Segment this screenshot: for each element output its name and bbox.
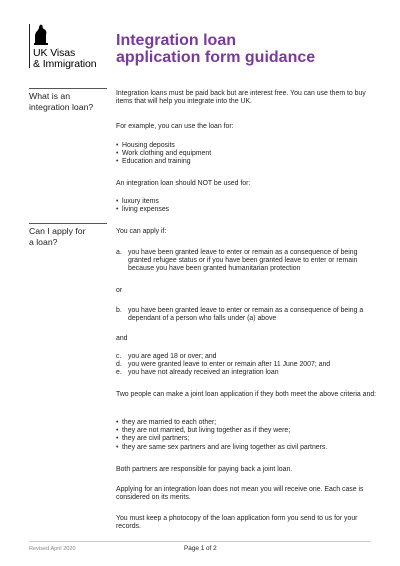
royal-crest-icon xyxy=(32,22,50,46)
not-uses-list xyxy=(116,198,169,214)
criteria-item xyxy=(116,353,330,361)
list-item: • Housing deposits xyxy=(116,142,211,150)
footer-divider xyxy=(29,541,371,542)
title-line-1: Integration loan xyxy=(116,32,236,49)
section-divider xyxy=(29,223,107,224)
criteria-a xyxy=(116,249,378,274)
joint-lead: Two people can make a joint loan application if they both meet the above criteria and: xyxy=(116,391,377,398)
photocopy-paragraph: You must keep a photocopy of the loan application form you send to us for your records. xyxy=(116,515,358,531)
logo-divider-line xyxy=(29,24,30,68)
heading-line: a loan? xyxy=(29,236,58,247)
example-lead: For example, you can use the loan for: xyxy=(116,123,234,130)
item-text: you have not already received an integration loan xyxy=(128,369,279,377)
heading-line: integration loan? xyxy=(29,101,94,112)
intro-paragraph: Integration loans must be paid back but are interest free. You can use them to buy items that will help you integrate into the UK. xyxy=(116,90,366,106)
section-divider xyxy=(29,88,107,89)
criteria-item xyxy=(116,361,330,369)
joint-criteria-list xyxy=(116,419,327,452)
and-text: and xyxy=(116,335,128,342)
section-heading-what xyxy=(29,91,113,112)
revised-date: Revised April 2020 xyxy=(29,546,76,552)
section-heading-apply xyxy=(29,226,113,247)
item-label: d. xyxy=(116,361,122,369)
criteria-item xyxy=(116,249,378,274)
item-label: b. xyxy=(116,307,122,314)
item-label: e. xyxy=(116,369,122,377)
criteria-item xyxy=(116,307,378,323)
apply-lead: You can apply if: xyxy=(116,228,167,235)
item-text: you were granted leave to enter or remain after 11 June 2007; and xyxy=(128,361,331,369)
list-item: • they are same sex partners and are living together as civil partners. xyxy=(116,444,327,452)
criteria-b xyxy=(116,307,378,323)
or-text: or xyxy=(116,287,123,294)
document-title xyxy=(116,32,386,66)
page-number: Page 1 of 2 xyxy=(184,545,217,552)
list-item: • luxury items xyxy=(116,198,169,206)
logo-text xyxy=(33,48,96,70)
uses-list xyxy=(116,142,211,167)
criteria-item xyxy=(116,369,330,377)
list-item: • Education and training xyxy=(116,158,211,166)
item-text: you have been granted leave to enter or remain as a consequence of being granted refugee status or if you have been granted leave to enter or remain because you have been granted humanitarian protection xyxy=(128,249,358,273)
title-line-2: application form guidance xyxy=(116,49,316,66)
criteria-cde xyxy=(116,353,330,378)
list-item: • they are civil partners; xyxy=(116,435,327,443)
list-item: • they are not married, but living together as if they were; xyxy=(116,427,327,435)
uk-visas-immigration-logo xyxy=(29,22,109,70)
list-item: • they are married to each other; xyxy=(116,419,327,427)
not-used-lead: An integration loan should NOT be used for: xyxy=(116,180,251,187)
item-label: a. xyxy=(116,249,122,256)
logo-line-1: UK Visas xyxy=(33,47,76,59)
item-text: you are aged 18 or over; and xyxy=(128,353,217,360)
item-label: c. xyxy=(116,353,122,360)
merits-paragraph: Applying for an integration loan does not mean you will receive one. Each case is considered on its merits. xyxy=(116,486,364,502)
heading-line: Can I apply for xyxy=(29,226,86,236)
responsible-paragraph: Both partners are responsible for paying back a joint loan. xyxy=(116,466,293,473)
heading-line: What is an xyxy=(29,91,71,101)
list-item: • Work clothing and equipment xyxy=(116,150,211,158)
logo-line-2: & Immigration xyxy=(33,58,97,70)
item-text: you have been granted leave to enter or remain as a consequence of being a dependant of a person who falls under (a) above xyxy=(128,307,364,323)
list-item: • living expenses xyxy=(116,206,169,214)
